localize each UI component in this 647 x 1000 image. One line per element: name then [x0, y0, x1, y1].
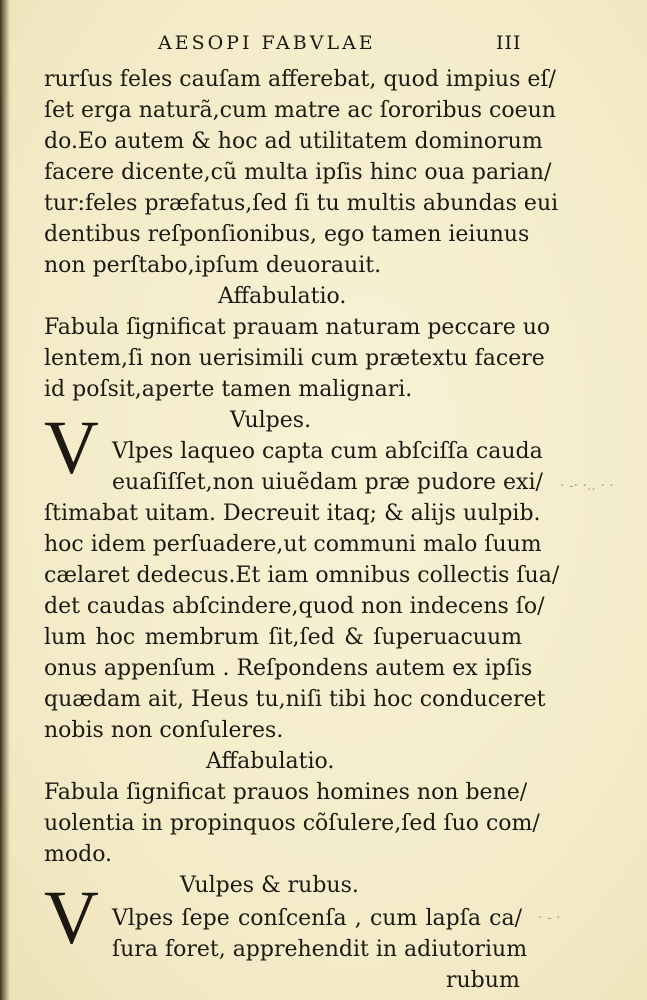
text-line: facere dicente,cũ multa ipſis hinc oua parian/ [44, 160, 552, 185]
text-line: ſura foret, apprehendit in adiutorium [112, 937, 528, 962]
fable-title: Vulpes. [230, 408, 312, 433]
text-line: dentibus reſponſionibus, ego tamen ieiunus [44, 222, 530, 247]
section-heading: Affabulatio. [206, 749, 335, 774]
fable-title: Vulpes & rubus. [180, 873, 359, 898]
text-line: Fabula ſignificat prauos homines non bene/ [44, 780, 528, 805]
text-line: euaſiſſet,non uiuẽdam præ pudore exi/ [112, 470, 543, 495]
drop-cap: V [44, 876, 99, 960]
margin-marks: · - · [538, 910, 561, 926]
text-line: tur:feles præfatus,ſed ſi tu multis abundas eui [44, 191, 559, 216]
text-line: do.Eo autem & hoc ad utilitatem dominorum [44, 129, 543, 154]
text-line: modo. [44, 842, 113, 867]
text-line: onus appenſum . Reſpondens autem ex ipſis [44, 656, 533, 681]
text-line: lentem,ſi non uerisimili cum prætextu facere [44, 346, 545, 371]
text-line: nobis non conſuleres. [44, 718, 284, 743]
drop-cap: V [44, 406, 99, 490]
text-line: det caudas abſcindere,quod non indecens ſo/ [44, 594, 545, 619]
running-title: AESOPI FABVLAE [158, 32, 376, 54]
text-line: ſet erga naturã,cum matre ac ſororibus coeun [44, 98, 556, 123]
text-line: rurſus feles cauſam afferebat, quod impius eſ/ [44, 67, 556, 92]
text-line: uolentia in propinquos cõſulere,ſed ſuo com/ [44, 811, 540, 836]
text-line: lum hoc membrum ſit,ſed & ſuperuacuum [44, 625, 522, 650]
binding-gutter [0, 0, 10, 1000]
catchword: rubum [446, 968, 520, 993]
text-line: ſtimabat uitam. Decreuit itaq; & alijs uulpib. [44, 501, 541, 526]
text-line: Vlpes ſepe conſcenſa , cum lapſa ca/ [112, 906, 522, 931]
text-line: cælaret dedecus.Et iam omnibus collectis ſua/ [44, 563, 560, 588]
text-line: hoc idem perſuadere,ut communi malo ſuum [44, 532, 542, 557]
section-heading: Affabulatio. [218, 284, 347, 309]
page-number: III [496, 32, 522, 54]
text-line: Fabula ſignificat prauam naturam peccare uo [44, 315, 551, 340]
text-line: non perſtabo,ipſum deuorauit. [44, 253, 382, 278]
text-line: Vlpes laqueo capta cum abſciſſa cauda [112, 439, 543, 464]
margin-marks: · -· ·.. · · [560, 478, 614, 494]
text-line: quædam ait, Heus tu,niſi tibi hoc conduceret [44, 687, 546, 712]
text-line: id poſsit,aperte tamen malignari. [44, 377, 413, 402]
